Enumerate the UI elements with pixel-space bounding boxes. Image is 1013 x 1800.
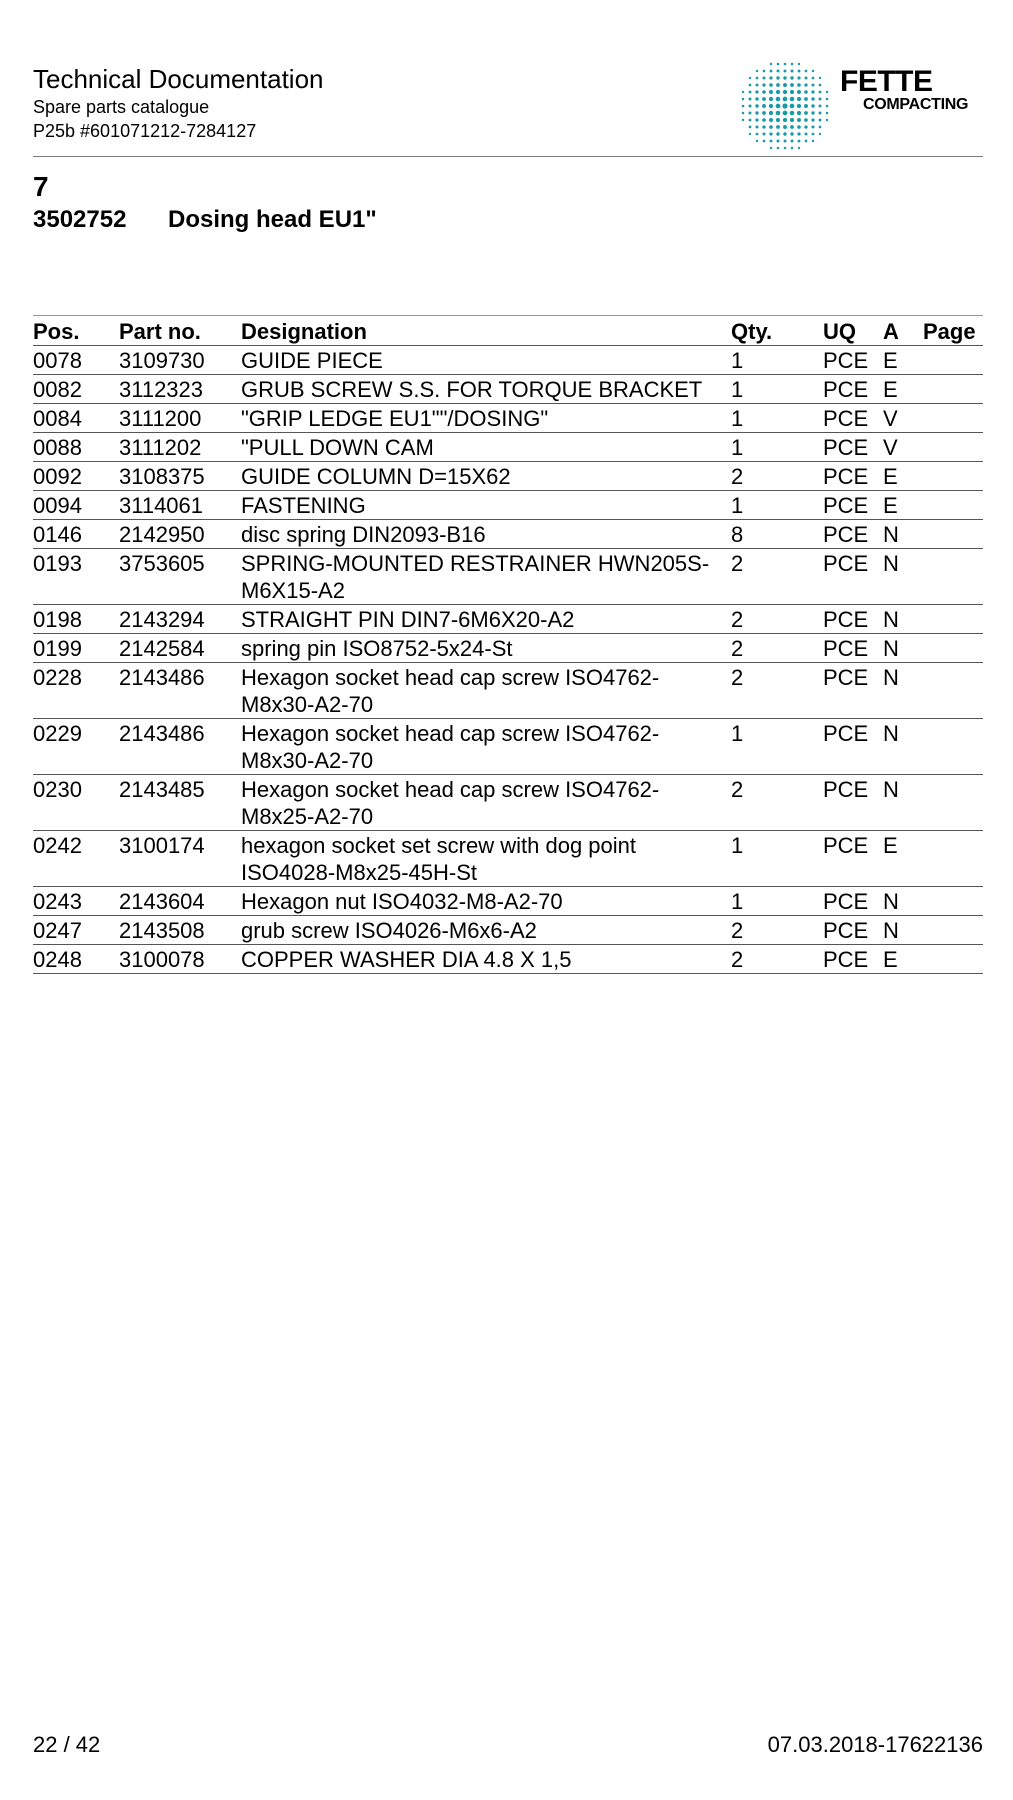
cell-part-no: 2143485 bbox=[119, 775, 241, 831]
cell-uq: PCE bbox=[823, 520, 883, 549]
logo-dot bbox=[770, 140, 773, 143]
logo-dot bbox=[819, 77, 821, 79]
cell-a: N bbox=[883, 663, 923, 719]
column-header-page: Page bbox=[923, 316, 983, 346]
logo-dot bbox=[769, 97, 773, 101]
logo-dot bbox=[742, 98, 745, 101]
cell-uq: PCE bbox=[823, 491, 883, 520]
logo-dot bbox=[756, 140, 758, 142]
cell-qty: 2 bbox=[731, 605, 823, 634]
table-row bbox=[33, 831, 983, 887]
logo-dot bbox=[811, 111, 814, 114]
table-header-row bbox=[33, 316, 983, 346]
cell-a: N bbox=[883, 719, 923, 775]
logo-dot bbox=[749, 112, 752, 115]
brand-name: FETTE bbox=[840, 65, 933, 98]
cell-part-no: 3108375 bbox=[119, 462, 241, 491]
logo-dot bbox=[762, 111, 766, 115]
logo-dot bbox=[782, 103, 787, 108]
logo-dot bbox=[763, 70, 766, 73]
cell-designation: GRUB SCREW S.S. FOR TORQUE BRACKET bbox=[241, 375, 731, 404]
table-row bbox=[33, 491, 983, 520]
logo-dot bbox=[777, 140, 780, 143]
cell-part-no: 2143294 bbox=[119, 605, 241, 634]
table-row bbox=[33, 605, 983, 634]
cell-page bbox=[923, 831, 983, 887]
fette-compacting-logo bbox=[737, 58, 983, 148]
cell-a: E bbox=[883, 945, 923, 974]
cell-part-no: 3111200 bbox=[119, 404, 241, 433]
logo-dot bbox=[790, 90, 794, 94]
logo-dot bbox=[811, 83, 814, 86]
logo-dot bbox=[756, 133, 759, 136]
cell-pos: 0248 bbox=[33, 945, 119, 974]
logo-dot bbox=[798, 63, 800, 65]
cell-uq: PCE bbox=[823, 663, 883, 719]
logo-dot bbox=[811, 97, 814, 100]
logo-dot bbox=[776, 76, 779, 79]
section-name: Dosing head EU1" bbox=[168, 206, 377, 233]
logo-dot bbox=[784, 147, 787, 150]
cell-pos: 0092 bbox=[33, 462, 119, 491]
cell-a: V bbox=[883, 433, 923, 462]
logo-dot bbox=[756, 70, 758, 72]
logo-dot bbox=[749, 126, 752, 129]
cell-part-no: 2143508 bbox=[119, 916, 241, 945]
logo-dot bbox=[770, 63, 772, 65]
cell-page bbox=[923, 887, 983, 916]
cell-pos: 0084 bbox=[33, 404, 119, 433]
logo-dot bbox=[769, 118, 773, 122]
logo-dot bbox=[748, 104, 751, 107]
document-title: Technical Documentation bbox=[33, 64, 324, 94]
document-header bbox=[33, 64, 983, 157]
logo-dot bbox=[783, 97, 788, 102]
logo-dot bbox=[797, 83, 801, 87]
section-title bbox=[33, 206, 377, 234]
cell-uq: PCE bbox=[823, 375, 883, 404]
table-row bbox=[33, 945, 983, 974]
cell-a: N bbox=[883, 775, 923, 831]
cell-designation: GUIDE COLUMN D=15X62 bbox=[241, 462, 731, 491]
logo-dot bbox=[763, 140, 766, 143]
logo-dot bbox=[762, 104, 766, 108]
logo-dot bbox=[790, 97, 795, 102]
cell-uq: PCE bbox=[823, 634, 883, 663]
logo-dot bbox=[791, 63, 794, 66]
logo-dot bbox=[804, 90, 808, 94]
logo-dot bbox=[742, 112, 745, 115]
table-row bbox=[33, 887, 983, 916]
logo-dot bbox=[819, 112, 822, 115]
cell-pos: 0230 bbox=[33, 775, 119, 831]
logo-dot bbox=[777, 147, 780, 150]
cell-uq: PCE bbox=[823, 433, 883, 462]
table-row bbox=[33, 404, 983, 433]
cell-part-no: 3753605 bbox=[119, 549, 241, 605]
cell-qty: 8 bbox=[731, 520, 823, 549]
cell-a: E bbox=[883, 831, 923, 887]
table-row bbox=[33, 375, 983, 404]
column-header-qty: Qty. bbox=[731, 316, 823, 346]
cell-uq: PCE bbox=[823, 346, 883, 375]
table-row bbox=[33, 663, 983, 719]
cell-page bbox=[923, 663, 983, 719]
logo-dot bbox=[798, 70, 801, 73]
cell-qty: 2 bbox=[731, 663, 823, 719]
logo-dot bbox=[783, 111, 788, 116]
logo-dot bbox=[819, 119, 822, 122]
logo-dot bbox=[826, 105, 829, 108]
logo-dot bbox=[769, 83, 773, 87]
table-row bbox=[33, 549, 983, 605]
cell-page bbox=[923, 375, 983, 404]
cell-qty: 1 bbox=[731, 404, 823, 433]
logo-dot bbox=[790, 118, 794, 122]
logo-dot bbox=[826, 119, 828, 121]
cell-page bbox=[923, 605, 983, 634]
cell-page bbox=[923, 634, 983, 663]
cell-part-no: 2143486 bbox=[119, 663, 241, 719]
cell-page bbox=[923, 433, 983, 462]
logo-dot bbox=[783, 125, 787, 129]
cell-qty: 2 bbox=[731, 945, 823, 974]
logo-dot bbox=[804, 97, 808, 101]
logo-dot bbox=[791, 70, 794, 73]
cell-pos: 0193 bbox=[33, 549, 119, 605]
column-header-pos: Pos. bbox=[33, 316, 119, 346]
cell-part-no: 3111202 bbox=[119, 433, 241, 462]
cell-pos: 0198 bbox=[33, 605, 119, 634]
logo-dot bbox=[742, 105, 745, 108]
logo-dot bbox=[819, 84, 822, 87]
logo-dot bbox=[812, 77, 815, 80]
cell-qty: 2 bbox=[731, 634, 823, 663]
logo-dot bbox=[826, 98, 829, 101]
cell-designation: FASTENING bbox=[241, 491, 731, 520]
logo-dot bbox=[790, 83, 794, 87]
logo-dot bbox=[756, 77, 759, 80]
cell-qty: 1 bbox=[731, 346, 823, 375]
logo-dot bbox=[811, 118, 814, 121]
logo-dot bbox=[776, 83, 780, 87]
cell-part-no: 3112323 bbox=[119, 375, 241, 404]
logo-dot bbox=[819, 126, 822, 129]
logo-dot bbox=[812, 133, 815, 136]
table-row bbox=[33, 719, 983, 775]
logo-dot bbox=[769, 104, 773, 108]
logo-dot bbox=[777, 70, 780, 73]
logo-dot bbox=[798, 140, 801, 143]
logo-dot bbox=[776, 90, 780, 94]
logo-dot bbox=[804, 111, 808, 115]
logo-dot bbox=[762, 97, 766, 101]
cell-pos: 0082 bbox=[33, 375, 119, 404]
cell-pos: 0228 bbox=[33, 663, 119, 719]
cell-designation: Hexagon socket head cap screw ISO4762-M8x30-A2-70 bbox=[241, 663, 731, 719]
logo-dot bbox=[783, 132, 786, 135]
cell-page bbox=[923, 520, 983, 549]
logo-dot bbox=[818, 104, 821, 107]
logo-dot bbox=[819, 98, 822, 101]
cell-a: N bbox=[883, 549, 923, 605]
logo-dot bbox=[811, 90, 814, 93]
logo-dot bbox=[791, 140, 794, 143]
cell-a: N bbox=[883, 916, 923, 945]
logo-dot bbox=[797, 90, 801, 94]
logo-dot bbox=[776, 132, 779, 135]
logo-dot bbox=[797, 132, 800, 135]
cell-qty: 1 bbox=[731, 719, 823, 775]
logo-dot bbox=[762, 83, 765, 86]
dot-sphere-icon bbox=[737, 58, 833, 154]
cell-a: N bbox=[883, 520, 923, 549]
cell-uq: PCE bbox=[823, 775, 883, 831]
logo-dot bbox=[790, 111, 795, 116]
logo-dot bbox=[797, 111, 801, 115]
cell-designation: grub screw ISO4026-M6x6-A2 bbox=[241, 916, 731, 945]
logo-dot bbox=[811, 104, 814, 107]
cell-page bbox=[923, 404, 983, 433]
logo-dot bbox=[826, 112, 829, 115]
cell-pos: 0199 bbox=[33, 634, 119, 663]
cell-uq: PCE bbox=[823, 916, 883, 945]
logo-dot bbox=[755, 97, 758, 100]
cell-pos: 0229 bbox=[33, 719, 119, 775]
logo-dot bbox=[819, 91, 822, 94]
cell-pos: 0243 bbox=[33, 887, 119, 916]
cell-a: N bbox=[883, 605, 923, 634]
cell-part-no: 2142584 bbox=[119, 634, 241, 663]
cell-uq: PCE bbox=[823, 605, 883, 634]
cell-designation: Hexagon nut ISO4032-M8-A2-70 bbox=[241, 887, 731, 916]
parts-table bbox=[33, 315, 983, 974]
logo-dot bbox=[755, 83, 758, 86]
cell-uq: PCE bbox=[823, 887, 883, 916]
cell-designation: disc spring DIN2093-B16 bbox=[241, 520, 731, 549]
section-code: 3502752 bbox=[33, 206, 127, 233]
table-row bbox=[33, 634, 983, 663]
logo-dot bbox=[749, 98, 752, 101]
cell-designation: "PULL DOWN CAM bbox=[241, 433, 731, 462]
logo-dot bbox=[805, 140, 808, 143]
logo-dot bbox=[755, 125, 758, 128]
cell-designation: SPRING-MOUNTED RESTRAINER HWN205S-M6X15-A2 bbox=[241, 549, 731, 605]
cell-qty: 2 bbox=[731, 549, 823, 605]
logo-dot bbox=[770, 70, 773, 73]
cell-qty: 2 bbox=[731, 462, 823, 491]
logo-dot bbox=[805, 70, 808, 73]
logo-dot bbox=[776, 125, 780, 129]
logo-dot bbox=[770, 147, 772, 149]
cell-a: E bbox=[883, 491, 923, 520]
logo-dot bbox=[797, 118, 801, 122]
cell-page bbox=[923, 549, 983, 605]
cell-pos: 0247 bbox=[33, 916, 119, 945]
logo-dot bbox=[749, 119, 752, 122]
logo-dot bbox=[804, 83, 807, 86]
logo-dot bbox=[762, 118, 766, 122]
logo-dot bbox=[742, 91, 744, 93]
cell-designation: COPPER WASHER DIA 4.8 X 1,5 bbox=[241, 945, 731, 974]
cell-qty: 2 bbox=[731, 916, 823, 945]
logo-dot bbox=[797, 125, 801, 129]
logo-dot bbox=[777, 63, 780, 66]
cell-uq: PCE bbox=[823, 831, 883, 887]
logo-dot bbox=[749, 91, 752, 94]
logo-dot bbox=[769, 132, 772, 135]
logo-dot bbox=[769, 90, 773, 94]
logo-dot bbox=[812, 70, 814, 72]
logo-dot bbox=[769, 111, 773, 115]
logo-dot bbox=[769, 125, 773, 129]
brand-subname: COMPACTING bbox=[863, 96, 969, 113]
cell-uq: PCE bbox=[823, 945, 883, 974]
cell-qty: 2 bbox=[731, 775, 823, 831]
document-subtitle: Spare parts catalogue bbox=[33, 97, 210, 117]
logo-dot bbox=[755, 118, 758, 121]
logo-dot bbox=[804, 76, 807, 79]
logo-dot bbox=[790, 125, 794, 129]
section-number: 7 bbox=[33, 171, 49, 202]
cell-designation: GUIDE PIECE bbox=[241, 346, 731, 375]
cell-a: E bbox=[883, 462, 923, 491]
logo-dot bbox=[783, 118, 787, 122]
logo-dot bbox=[783, 69, 786, 72]
cell-page bbox=[923, 491, 983, 520]
cell-uq: PCE bbox=[823, 549, 883, 605]
cell-pos: 0088 bbox=[33, 433, 119, 462]
cell-page bbox=[923, 945, 983, 974]
logo-dot bbox=[776, 111, 781, 116]
cell-qty: 1 bbox=[731, 491, 823, 520]
logo-dot bbox=[776, 97, 781, 102]
logo-dot bbox=[804, 132, 807, 135]
logo-dot bbox=[755, 90, 758, 93]
cell-qty: 1 bbox=[731, 887, 823, 916]
cell-page bbox=[923, 775, 983, 831]
cell-qty: 1 bbox=[731, 831, 823, 887]
logo-dot bbox=[791, 147, 794, 150]
table-row bbox=[33, 462, 983, 491]
column-header-uq: UQ bbox=[823, 316, 883, 346]
cell-uq: PCE bbox=[823, 719, 883, 775]
cell-part-no: 2143486 bbox=[119, 719, 241, 775]
cell-designation: Hexagon socket head cap screw ISO4762-M8x25-A2-70 bbox=[241, 775, 731, 831]
document-id: P25b #601071212-7284127 bbox=[33, 121, 257, 141]
logo-dot bbox=[749, 77, 751, 79]
cell-a: E bbox=[883, 375, 923, 404]
cell-uq: PCE bbox=[823, 462, 883, 491]
logo-dot bbox=[790, 132, 793, 135]
logo-dot bbox=[783, 90, 787, 94]
cell-designation: hexagon socket set screw with dog point ISO4028-M8x25-45H-St bbox=[241, 831, 731, 887]
logo-dot bbox=[783, 139, 786, 142]
logo-dot bbox=[819, 133, 821, 135]
cell-page bbox=[923, 346, 983, 375]
column-header-a: A bbox=[883, 316, 923, 346]
logo-dot bbox=[790, 76, 793, 79]
logo-dot bbox=[783, 83, 787, 87]
document-date: 07.03.2018-17622136 bbox=[767, 1732, 983, 1757]
logo-dot bbox=[783, 76, 786, 79]
cell-part-no: 3109730 bbox=[119, 346, 241, 375]
table-row bbox=[33, 775, 983, 831]
logo-dot bbox=[749, 84, 752, 87]
logo-dot bbox=[762, 132, 765, 135]
logo-dot bbox=[762, 125, 765, 128]
cell-designation: "GRIP LEDGE EU1""/DOSING" bbox=[241, 404, 731, 433]
table-row bbox=[33, 433, 983, 462]
cell-a: V bbox=[883, 404, 923, 433]
cell-part-no: 3100078 bbox=[119, 945, 241, 974]
cell-qty: 1 bbox=[731, 375, 823, 404]
cell-part-no: 2143604 bbox=[119, 887, 241, 916]
cell-part-no: 3100174 bbox=[119, 831, 241, 887]
cell-pos: 0242 bbox=[33, 831, 119, 887]
logo-dot bbox=[784, 63, 787, 66]
logo-dot bbox=[749, 133, 751, 135]
logo-dot bbox=[811, 125, 814, 128]
logo-dot bbox=[797, 97, 801, 101]
logo-dot bbox=[762, 90, 766, 94]
column-header-part-no: Part no. bbox=[119, 316, 241, 346]
column-header-designation: Designation bbox=[241, 316, 731, 346]
logo-dot bbox=[769, 76, 772, 79]
cell-page bbox=[923, 719, 983, 775]
cell-part-no: 3114061 bbox=[119, 491, 241, 520]
logo-dot bbox=[776, 118, 780, 122]
table-row bbox=[33, 346, 983, 375]
logo-dot bbox=[762, 76, 765, 79]
cell-a: E bbox=[883, 346, 923, 375]
cell-pos: 0094 bbox=[33, 491, 119, 520]
cell-qty: 1 bbox=[731, 433, 823, 462]
cell-part-no: 2142950 bbox=[119, 520, 241, 549]
cell-designation: STRAIGHT PIN DIN7-6M6X20-A2 bbox=[241, 605, 731, 634]
logo-dot bbox=[797, 104, 801, 108]
logo-dot bbox=[742, 119, 744, 121]
cell-page bbox=[923, 916, 983, 945]
cell-a: N bbox=[883, 887, 923, 916]
cell-designation: spring pin ISO8752-5x24-St bbox=[241, 634, 731, 663]
logo-dot bbox=[804, 125, 807, 128]
page-number: 22 / 42 bbox=[33, 1732, 101, 1757]
logo-dot bbox=[790, 104, 795, 109]
cell-uq: PCE bbox=[823, 404, 883, 433]
logo-dot bbox=[797, 76, 800, 79]
logo-dot bbox=[804, 118, 808, 122]
logo-dot bbox=[798, 147, 800, 149]
logo-dot bbox=[826, 91, 828, 93]
table-row bbox=[33, 916, 983, 945]
table-row bbox=[33, 520, 983, 549]
logo-dot bbox=[804, 104, 808, 108]
logo-dot bbox=[812, 140, 814, 142]
cell-a: N bbox=[883, 634, 923, 663]
cell-designation: Hexagon socket head cap screw ISO4762-M8x30-A2-70 bbox=[241, 719, 731, 775]
logo-dot bbox=[755, 111, 758, 114]
logo-dot bbox=[776, 104, 781, 109]
cell-pos: 0146 bbox=[33, 520, 119, 549]
logo-dot bbox=[755, 104, 758, 107]
cell-pos: 0078 bbox=[33, 346, 119, 375]
cell-page bbox=[923, 462, 983, 491]
